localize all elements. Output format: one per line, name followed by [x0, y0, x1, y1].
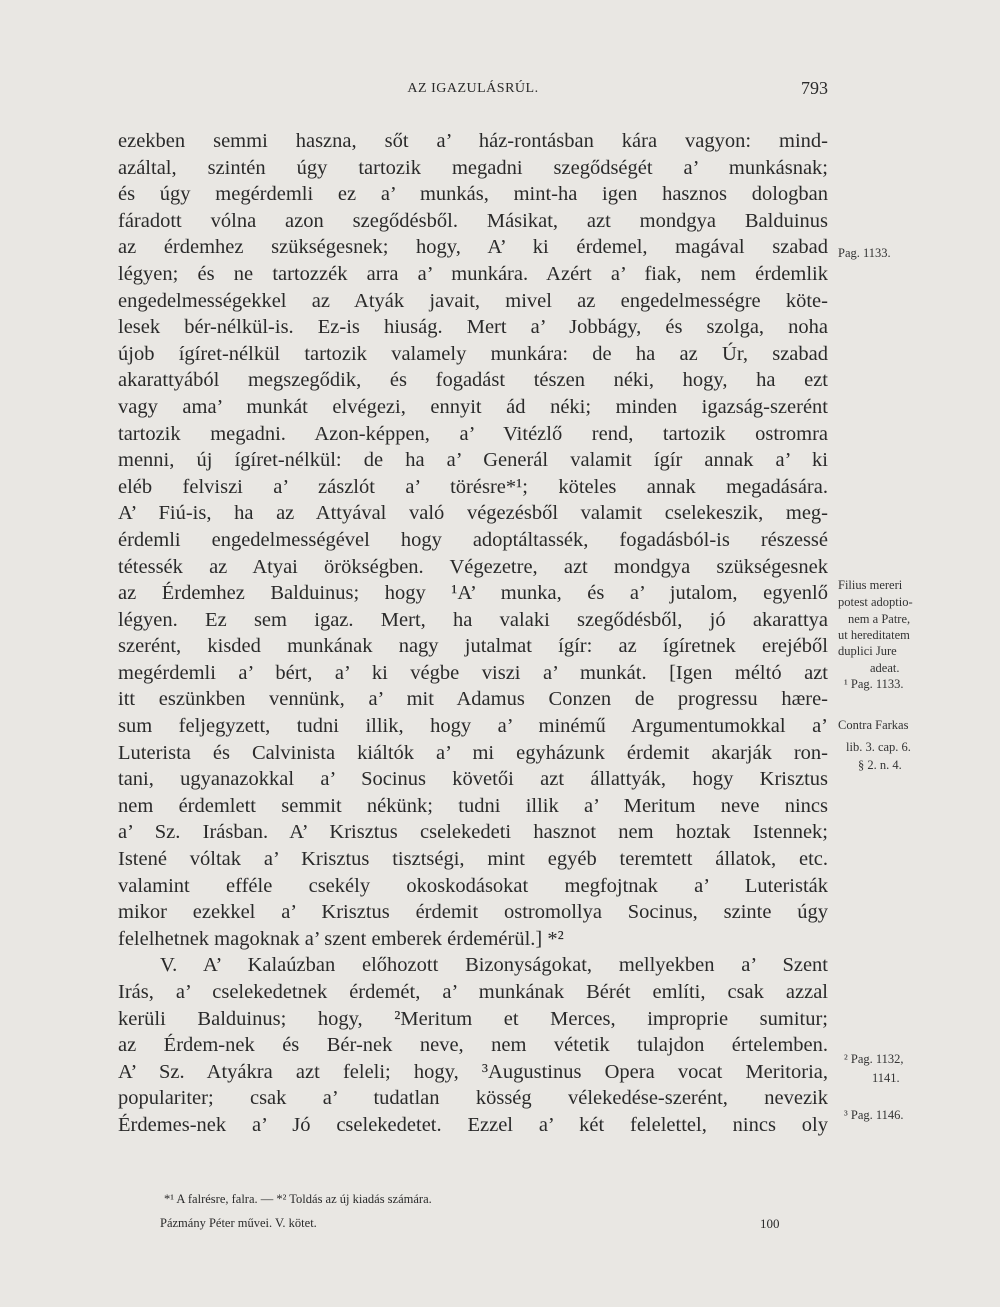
- text-line: Érdemes-nek a’ Jó cselekedetet. Ezzel a’ két felelettel, nincs oly: [118, 1113, 828, 1136]
- text-line: az Érdemhez Balduinus; hogy ¹A’ munka, és a’ jutalom, egyenlő: [118, 582, 828, 605]
- running-header: [118, 78, 828, 102]
- text-line: tartozik megadni. Azon-képpen, a’ Vitézlő rend, tartozik ostromra: [118, 422, 828, 445]
- margin-note: ² Pag. 1132,: [844, 1052, 904, 1066]
- footer-signature: Pázmány Péter művei. V. kötet.: [160, 1216, 317, 1230]
- text-line: felelhetnek magoknak a’ szent emberek érdemérül.] *²: [118, 927, 564, 950]
- footnote: *¹ A falrésre, falra. — *² Toldás az új kiadás számára.: [164, 1192, 432, 1206]
- text-line: nem érdemlett semmit nékünk; tudni illik a’ Meritum neve nincs: [118, 794, 828, 817]
- text-line: érdemli engedelmességével hogy adoptáltassék, fogadásból-is részessé: [118, 528, 828, 551]
- running-title: AZ IGAZULÁSRÚL.: [407, 81, 539, 96]
- text-line: fáradott vólna azon szegődésből. Másikat, azt mondgya Balduinus: [118, 209, 828, 232]
- text-line: A’ Fiú-is, ha az Attyával való végezésből valamit cselekeszik, meg-: [118, 502, 828, 525]
- text-line: lesek bér-nélkül-is. Ez-is hiuság. Mert a’ Jobbágy, és szolga, noha: [118, 316, 828, 339]
- text-line: légyen; és ne tartozzék arra a’ munkára. Azért a’ fiak, nem érdemlik: [118, 262, 828, 285]
- text-line: V. A’ Kalaúzban előhozott Bizonyságokat, mellyekben a’ Szent: [160, 954, 828, 977]
- margin-note: § 2. n. 4.: [858, 758, 902, 772]
- text-line: vagy ama’ munkát elvégezi, ennyit ád néki; minden igazság-szerént: [118, 395, 828, 418]
- page-number: 793: [801, 78, 828, 98]
- margin-note: Contra Farkas: [838, 718, 909, 732]
- text-line: valamint efféle csekély okoskodásokat megfojtnak a’ Luteristák: [118, 874, 828, 897]
- text-line: engedelmességekkel az Atyák javait, mivel az engedelmességre köte-: [118, 289, 828, 312]
- text-line: A’ Sz. Atyákra azt feleli; hogy, ³Augustinus Opera vocat Meritoria,: [118, 1060, 828, 1083]
- text-line: megérdemli a’ bért, a’ ki végbe viszi a’ munkát. [Igen méltó azt: [118, 661, 828, 684]
- sheet-number: 100: [760, 1216, 780, 1231]
- margin-note: ³ Pag. 1146.: [844, 1108, 904, 1122]
- margin-note: ut hereditatem: [838, 628, 910, 642]
- text-line: Istené vóltak a’ Krisztus tisztségi, mint egyéb teremtett állatok, etc.: [118, 848, 828, 871]
- margin-note: 1141.: [872, 1071, 900, 1085]
- margin-note: nem a Patre,: [848, 612, 911, 626]
- text-line: szerént, kisded munkának nagy jutalmat ígír: az ígíretnek erejéből: [118, 635, 828, 658]
- text-line: az érdemhez szükségesnek; hogy, A’ ki érdemel, magával szabad: [118, 236, 828, 259]
- text-line: újob ígíret-nélkül tartozik valamely munkára: de ha az Úr, szabad: [118, 342, 828, 365]
- text-line: menni, új ígíret-nélkül: de ha a’ Generál valamit ígír annak a’ ki: [118, 449, 828, 472]
- text-line: itt eszünkben vennünk, a’ mit Adamus Conzen de progressu hære-: [118, 688, 828, 711]
- text-line: az Érdem-nek és Bér-nek neve, nem vétetik tulajdon értelemben.: [118, 1034, 828, 1057]
- margin-note: Filius mereri: [838, 578, 903, 592]
- text-line: mikor ezekkel a’ Krisztus érdemit ostromollya Socinus, szinte úgy: [118, 901, 828, 924]
- text-line: sum feljegyzett, tudni illik, hogy a’ minémű Argumentumokkal a’: [118, 715, 828, 738]
- text-line: légyen. Ez sem igaz. Mert, ha valaki szegődésből, jó akarattya: [118, 608, 828, 631]
- text-line: a’ Sz. Irásban. A’ Krisztus cselekedeti hasznot nem hoztak Istennek;: [118, 821, 828, 844]
- text-line: ezekben semmi haszna, sőt a’ ház-rontásban kára vagyon: mind-: [118, 130, 828, 152]
- text-line: eléb felviszi a’ zászlót a’ törésre*¹; köteles annak megadására.: [118, 475, 828, 498]
- text-line: populariter; csak a’ tudatlan kösség vélekedése-szerént, nevezik: [118, 1087, 828, 1110]
- text-line: és úgy megérdemli ez a’ munkás, mint-ha igen hasznos dologban: [118, 183, 828, 206]
- margin-note: duplici Jure: [838, 644, 897, 658]
- text-line: Luterista és Calvinista kiáltók a’ mi egyházunk érdemit akarják ron-: [118, 741, 828, 764]
- margin-note: adeat.: [870, 661, 900, 675]
- main-text: [118, 128, 828, 1139]
- text-line: azáltal, szintén úgy tartozik megadni szegődségét a’ munkásnak;: [118, 156, 828, 179]
- margin-note: Pag. 1133.: [838, 246, 891, 260]
- text-line: tétessék az Atyai örökségben. Végezetre, azt mondgya szükségesnek: [118, 555, 828, 578]
- text-line: kerüli Balduinus; hogy, ²Meritum et Merces, improprie sumitur;: [118, 1007, 828, 1030]
- margin-note: potest adoptio-: [838, 595, 913, 609]
- text-line: Irás, a’ cselekedetnek érdemét, a’ munkának Bérét említi, csak azzal: [118, 981, 828, 1003]
- margin-note: lib. 3. cap. 6.: [846, 740, 911, 754]
- margin-note: ¹ Pag. 1133.: [844, 677, 904, 691]
- text-line: tani, ugyanazokkal a’ Socinus követői azt állattyák, hogy Krisztus: [118, 768, 828, 791]
- text-line: akarattyából megszegődik, és fogadást tészen néki, hogy, ha ezt: [118, 369, 828, 392]
